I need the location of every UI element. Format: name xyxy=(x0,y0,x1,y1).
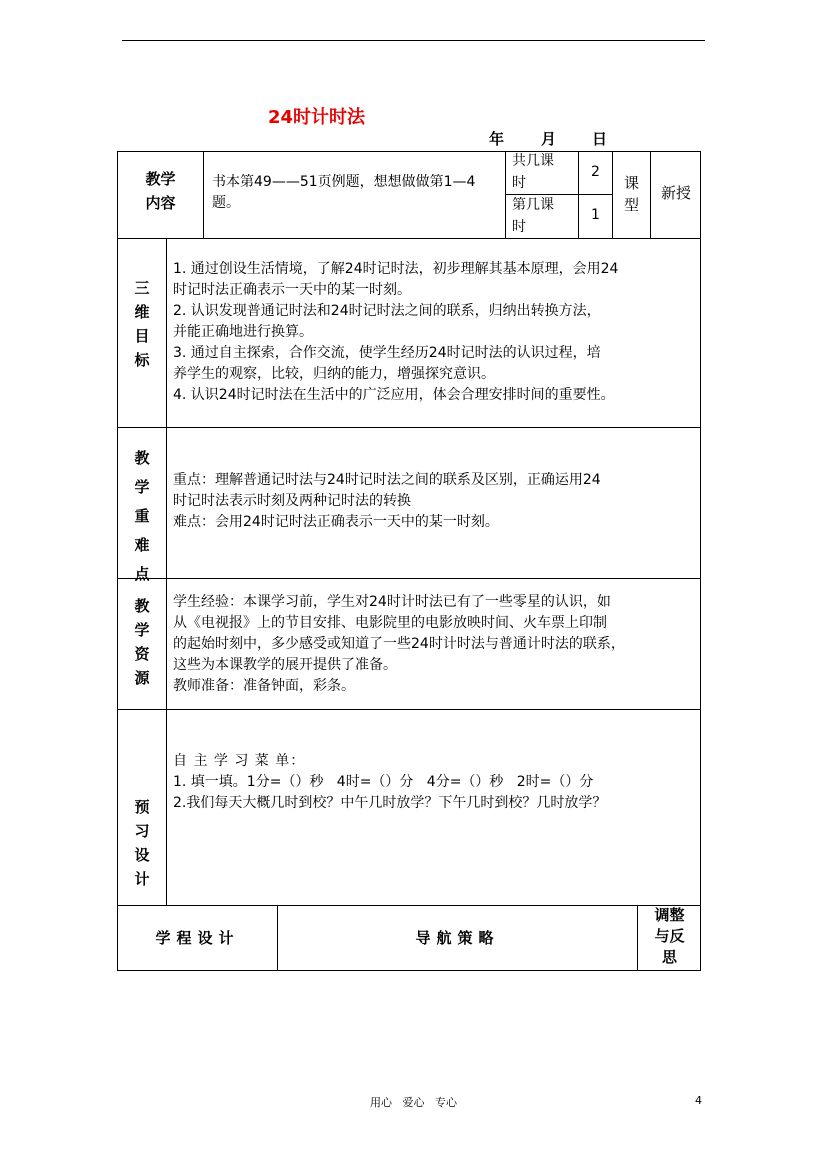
objectives-label: 三 维 目 标 xyxy=(134,279,150,369)
header-adjust-reflect: 调整 与反 思 xyxy=(654,906,685,966)
resources-line: 学生经验：本课学习前，学生对24时计时法已有了一些零星的认识，如 xyxy=(173,594,611,610)
preview-line: 1. 填一填。1分=（）秒 4时=（）分 4分=（）秒 2时=（）分 xyxy=(173,774,594,790)
key-points-label: 教 学 重 难 点 xyxy=(134,449,150,583)
date-day: 日 xyxy=(592,130,608,148)
resources-label: 教 学 资 源 xyxy=(134,597,150,687)
lesson-number-label: 第几课 时 xyxy=(512,197,554,235)
document-title: 24时计时法 xyxy=(268,107,366,128)
row-line xyxy=(117,427,701,428)
date-year: 年 xyxy=(489,130,505,148)
resources-line: 这些为本课教学的展开提供了准备。 xyxy=(173,657,397,673)
objectives-line: 4. 认识24时记时法在生活中的广泛应用，体会合理安排时间的重要性。 xyxy=(173,387,615,403)
col-line xyxy=(166,238,167,905)
objectives-line: 并能正确地进行换算。 xyxy=(173,324,313,340)
objectives-line: 2. 认识发现普通记时法和24时记时法之间的联系，归纳出转换方法， xyxy=(173,303,601,319)
total-lessons-label: 共几课 时 xyxy=(512,153,554,191)
header-rule xyxy=(122,40,705,41)
resources-line: 从《电视报》上的节目安排、电影院里的电影放映时间、火车票上印制 xyxy=(173,615,607,631)
row-line xyxy=(117,238,701,239)
resources-line: 的起始时刻中，多少感受或知道了一些24时计时法与普通计时法的联系， xyxy=(173,636,625,652)
resources-line: 教师准备：准备钟面，彩条。 xyxy=(173,678,355,694)
total-lessons-value: 2 xyxy=(591,164,600,180)
key-points-line: 时记时法表示时刻及两种记时法的转换 xyxy=(173,493,411,509)
row-line xyxy=(117,905,701,906)
objectives-line: 1. 通过创设生活情境，了解24时记时法，初步理解其基本原理，会用24 xyxy=(173,261,619,277)
row-line xyxy=(117,578,701,579)
col-line xyxy=(505,151,506,238)
content-text: 书本第49——51页例题，想想做做第1—4题。 xyxy=(212,174,476,211)
preview-line: 2.我们每天大概几时到校？中午几时放学？下午几时到校？几时放学？ xyxy=(173,795,607,811)
col-line xyxy=(203,151,204,238)
objectives-line: 养学生的观察，比较，归纳的能力，增强探究意识。 xyxy=(173,366,495,382)
preview-line: 自 主 学 习 菜 单： xyxy=(173,753,306,769)
row-line xyxy=(117,709,701,710)
key-points-line: 重点：理解普通记时法与24时记时法之间的联系及区别，正确运用24 xyxy=(173,472,601,488)
key-points-line: 难点：会用24时记时法正确表示一天中的某一时刻。 xyxy=(173,514,499,530)
footer-motto: 用心 爱心 专心 xyxy=(370,1096,457,1109)
lesson-type-value: 新授 xyxy=(660,184,691,202)
preview-label: 预 习 设 计 xyxy=(134,798,150,888)
header-navigation-strategy: 导航策略 xyxy=(415,929,500,947)
objectives-line: 3. 通过自主探索，合作交流，使学生经历24时记时法的认识过程，培 xyxy=(173,345,601,361)
objectives-line: 时记时法正确表示一天中的某一时刻。 xyxy=(173,282,411,298)
page-number: 4 xyxy=(695,1094,702,1107)
header-learning-process: 学程设计 xyxy=(155,929,240,947)
lesson-number-value: 1 xyxy=(591,207,600,223)
lesson-type-label: 课 型 xyxy=(623,174,639,214)
date-month: 月 xyxy=(541,130,557,148)
content-label: 教学 内容 xyxy=(145,170,176,212)
